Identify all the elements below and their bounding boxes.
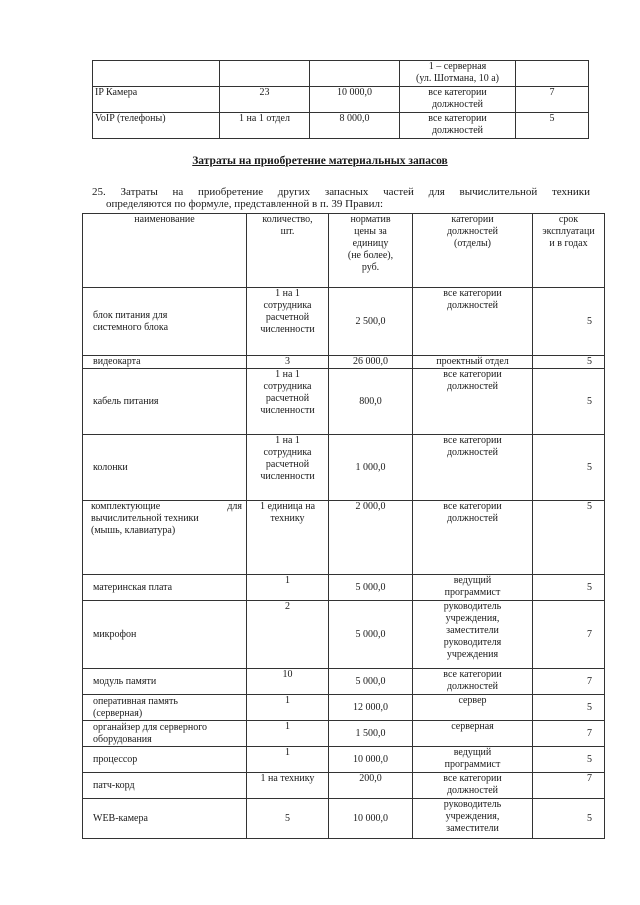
cell-qty: 1 на 1 отдел (220, 113, 310, 139)
table-row (83, 435, 605, 501)
cell-name: органайзер для серверного оборудования (83, 721, 247, 747)
cell-qty: 2 (247, 601, 329, 669)
cell-qty: 1 (247, 721, 329, 747)
cell-price: 5 000,0 (329, 669, 413, 695)
cell-category: 1 – серверная (ул. Шотмана, 10 а) (400, 61, 516, 87)
cell-term: 7 (533, 773, 605, 799)
cell-price: 1 500,0 (329, 721, 413, 747)
cell-price: 200,0 (329, 773, 413, 799)
cell-term: 5 (533, 501, 605, 575)
cell-name: патч-корд (83, 773, 247, 799)
cell-category: все категории должностей (413, 501, 533, 575)
table-row (83, 288, 605, 356)
cell-term: 7 (533, 669, 605, 695)
table-row (83, 501, 605, 575)
cell-price: 1 000,0 (329, 435, 413, 501)
header-name: наименование (83, 214, 247, 288)
paragraph-line-2: определяются по формуле, представленной в п. 39 Правил: (106, 198, 384, 210)
table-header-row (83, 214, 605, 288)
cell-category: все категории должностей (400, 87, 516, 113)
cell-category: ведущий программист (413, 575, 533, 601)
table-row (83, 575, 605, 601)
section-title: Затраты на приобретение материальных запасов (192, 155, 448, 167)
cell-name: колонки (83, 435, 247, 501)
cell-category: все категории должностей (413, 369, 533, 435)
cell-category: руководитель учреждения, заместители (413, 799, 533, 839)
cell-name: оперативная память (серверная) (83, 695, 247, 721)
cell-term: 5 (533, 356, 605, 369)
table-row (83, 695, 605, 721)
cell-price: 800,0 (329, 369, 413, 435)
cell-term: 5 (533, 799, 605, 839)
cell-term: 5 (533, 747, 605, 773)
cell-term: 5 (533, 435, 605, 501)
table-row (83, 773, 605, 799)
cell-term (516, 61, 589, 87)
cell-name: процессор (83, 747, 247, 773)
cell-term: 7 (533, 721, 605, 747)
cell-term: 5 (516, 113, 589, 139)
cell-price: 10 000,0 (310, 87, 400, 113)
cell-qty (220, 61, 310, 87)
cell-price: 26 000,0 (329, 356, 413, 369)
cell-name: блок питания для системного блока (83, 288, 247, 356)
cell-category: все категории должностей (413, 288, 533, 356)
cell-price: 10 000,0 (329, 747, 413, 773)
cell-category: руководитель учреждения, заместители руководителя учреждения (413, 601, 533, 669)
cell-category: все категории должностей (413, 435, 533, 501)
cell-qty: 1 (247, 575, 329, 601)
table-row (83, 799, 605, 839)
cell-qty: 1 единица на технику (247, 501, 329, 575)
cell-name (83, 501, 247, 575)
cell-name: IP Камера (93, 87, 220, 113)
cell-price: 2 000,0 (329, 501, 413, 575)
cell-category: все категории должностей (413, 669, 533, 695)
paragraph-line-1: 25. Затраты на приобретение других запасных частей для вычислительной техники (92, 186, 590, 198)
cell-qty: 23 (220, 87, 310, 113)
paragraph (92, 186, 590, 210)
cell-category: все категории должностей (413, 773, 533, 799)
cell-price (310, 61, 400, 87)
table-row (93, 113, 589, 139)
cell-category: проектный отдел (413, 356, 533, 369)
cell-category: все категории должностей (400, 113, 516, 139)
table-row (83, 721, 605, 747)
cell-price: 2 500,0 (329, 288, 413, 356)
table-row (83, 601, 605, 669)
cell-term: 5 (533, 369, 605, 435)
main-table (82, 213, 605, 839)
table-row (83, 669, 605, 695)
header-qty: количество, шт. (247, 214, 329, 288)
cell-price: 10 000,0 (329, 799, 413, 839)
cell-term: 5 (533, 575, 605, 601)
cell-price: 8 000,0 (310, 113, 400, 139)
cell-term: 7 (516, 87, 589, 113)
cell-term: 5 (533, 695, 605, 721)
cell-qty: 10 (247, 669, 329, 695)
cell-category: сервер (413, 695, 533, 721)
cell-name: видеокарта (83, 356, 247, 369)
cell-term: 5 (533, 288, 605, 356)
cell-qty: 5 (247, 799, 329, 839)
cell-name: материнская плата (83, 575, 247, 601)
table-row (83, 356, 605, 369)
table-row (93, 61, 589, 87)
cell-qty: 3 (247, 356, 329, 369)
cell-qty: 1 на 1 сотрудника расчетной численности (247, 288, 329, 356)
header-term: срок эксплуатаци и в годах (533, 214, 605, 288)
cell-name: VoIP (телефоны) (93, 113, 220, 139)
header-category: категории должностей (отделы) (413, 214, 533, 288)
top-table (92, 60, 589, 139)
cell-name: WEB-камера (83, 799, 247, 839)
cell-qty: 1 на технику (247, 773, 329, 799)
cell-qty: 1 на 1 сотрудника расчетной численности (247, 369, 329, 435)
cell-term: 7 (533, 601, 605, 669)
table-row (83, 747, 605, 773)
table-row (93, 87, 589, 113)
cell-qty: 1 (247, 747, 329, 773)
cell-name (93, 61, 220, 87)
cell-category: ведущий программист (413, 747, 533, 773)
cell-name: микрофон (83, 601, 247, 669)
cell-category: серверная (413, 721, 533, 747)
cell-price: 12 000,0 (329, 695, 413, 721)
cell-name-text: комплектующие для вычислительной техники (мышь, клавиатура) (91, 501, 242, 536)
cell-name: модуль памяти (83, 669, 247, 695)
cell-name: кабель питания (83, 369, 247, 435)
cell-qty: 1 на 1 сотрудника расчетной численности (247, 435, 329, 501)
table-row (83, 369, 605, 435)
cell-price: 5 000,0 (329, 601, 413, 669)
header-price: норматив цены за единицу (не более), руб. (329, 214, 413, 288)
cell-price: 5 000,0 (329, 575, 413, 601)
cell-qty: 1 (247, 695, 329, 721)
